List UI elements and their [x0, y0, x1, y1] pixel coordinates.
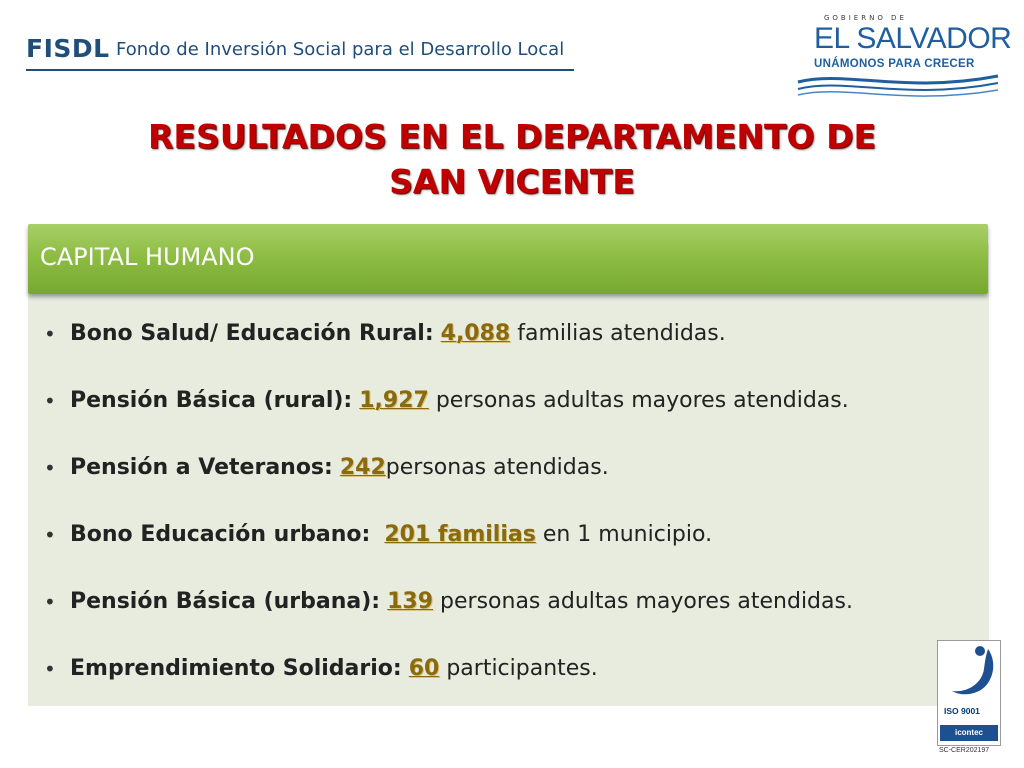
item-label: Bono Educación urbano:: [70, 522, 371, 547]
section-title: CAPITAL HUMANO: [40, 243, 255, 271]
item-label: Pensión a Veteranos:: [70, 455, 333, 480]
item-label: Pensión Básica (urbana):: [70, 589, 381, 614]
certification-badge: [937, 640, 1001, 758]
item-suffix: familias atendidas.: [510, 321, 726, 346]
certification-brand: icontec: [940, 725, 998, 741]
list-item: [44, 316, 974, 383]
country-name: EL SALVADOR: [814, 22, 1012, 55]
certification-code: SC-CER202197: [939, 747, 990, 754]
bullet-icon: •: [44, 456, 56, 480]
list-item-text: [70, 383, 849, 419]
government-slogan: UNÁMONOS PARA CRECER: [814, 58, 975, 70]
certification-mark-icon: [938, 641, 1000, 701]
item-spacer: [370, 522, 384, 547]
bullet-icon: •: [44, 657, 56, 681]
item-value: 4,088: [440, 321, 511, 346]
item-label: Pensión Básica (rural):: [70, 388, 353, 413]
item-suffix: personas adultas mayores atendidas.: [428, 388, 849, 413]
org-abbreviation: FISDL: [26, 34, 110, 63]
list-item-text: [70, 450, 609, 486]
list-item-text: [70, 517, 712, 553]
header-divider: [26, 69, 574, 71]
section-header: [28, 224, 988, 294]
certification-frame: [937, 640, 1001, 746]
results-list: [44, 316, 974, 718]
slide-title: [40, 114, 984, 204]
item-suffix: personas atendidas.: [385, 455, 609, 480]
list-item: [44, 450, 974, 517]
item-suffix: en 1 municipio.: [535, 522, 713, 547]
item-value: 139: [387, 589, 434, 614]
bullet-icon: •: [44, 389, 56, 413]
list-item: [44, 517, 974, 584]
government-label: GOBIERNO DE: [824, 14, 907, 22]
item-value: 60: [408, 656, 440, 681]
slide-title-line-1: RESULTADOS EN EL DEPARTAMENTO DE: [147, 117, 876, 156]
item-label: Emprendimiento Solidario:: [70, 656, 402, 681]
bullet-icon: •: [44, 523, 56, 547]
slide-title-line-2: SAN VICENTE: [389, 162, 635, 201]
item-value: 201 familias: [384, 522, 536, 547]
item-spacer: [434, 321, 441, 346]
wave-icon: [794, 70, 1000, 98]
item-spacer: [402, 656, 409, 681]
list-item: [44, 383, 974, 450]
bullet-icon: •: [44, 590, 56, 614]
list-item-text: [70, 651, 598, 687]
org-full-name: Fondo de Inversión Social para el Desarrollo Local: [116, 39, 565, 60]
item-value: 1,927: [359, 388, 429, 413]
item-value: 242: [339, 455, 386, 480]
list-item: [44, 651, 974, 718]
list-item-text: [70, 584, 853, 620]
org-logo: [26, 34, 574, 74]
list-item-text: [70, 316, 726, 352]
item-label: Bono Salud/ Educación Rural:: [70, 321, 434, 346]
item-suffix: participantes.: [439, 656, 598, 681]
certification-standard: ISO 9001: [944, 706, 980, 716]
item-suffix: personas adultas mayores atendidas.: [433, 589, 853, 614]
item-spacer: [333, 455, 340, 480]
government-logo: [794, 14, 1012, 98]
list-item: [44, 584, 974, 651]
bullet-icon: •: [44, 322, 56, 346]
